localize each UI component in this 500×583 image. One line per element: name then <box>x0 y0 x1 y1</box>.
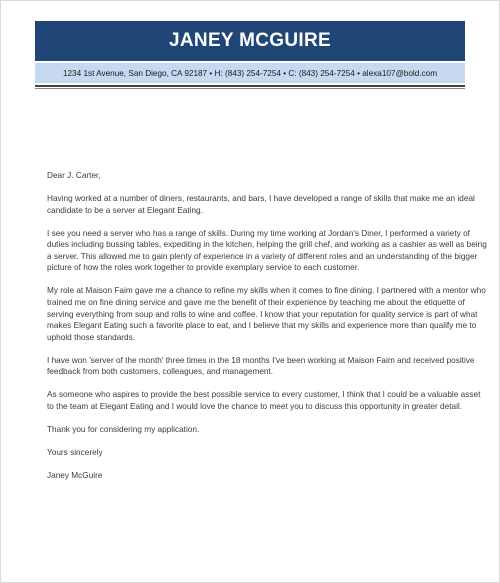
paragraph-intro: Having worked at a number of diners, restaurants, and bars, I have developed a range of skills that make me an ideal candidate to be a server at Elegant Eating. <box>47 193 475 215</box>
paragraph-award: I have won 'server of the month' three times in the 18 months I've been working at Maison Faim and received positive feedback from both customers, colleagues, and management. <box>47 355 475 377</box>
letter-body <box>47 170 487 493</box>
name-banner <box>35 21 465 61</box>
paragraph-conclusion: As someone who aspires to provide the best possible service to every customer, I think that I could be a valuable asset to the team at Elegant Eating and I would love the chance to meet you to discuss this opportunity in greater detail. <box>47 390 481 411</box>
signature: Janey McGuire <box>47 470 103 480</box>
contact-bar <box>35 63 465 83</box>
header-divider-thick <box>35 85 465 87</box>
applicant-name: JANEY MCGUIRE <box>169 30 331 51</box>
paragraph-experience: I see you need a server who has a range of skills. During my time working at Jordan's Diner, I performed a variety of duties including bussing tables, expediting in the kitchen, helping the grill chef, and working as a cashier as well as being a server. This allowed me to gain plenty of experience in a variety of different roles and an understanding of the bigger picture of how the roles work together to provide exemplary service to each customer. <box>47 228 487 273</box>
salutation: Dear J. Carter, <box>47 171 101 180</box>
paragraph-fine-dining: My role at Maison Faim gave me a chance to refine my skills when it comes to fine dining. I partnered with a mentor who trained me on fine dining service and gave me the benefit of their experience by teaching me about the etiquette of serving everything from soup and rolls to wine and coffee. I know that your reputation for quality service is part of what makes Elegant Eating such a favorite place to eat, and I believe that my skills and experience more than qualify me to uphold those standards. <box>47 286 486 342</box>
contact-info: 1234 1st Avenue, San Diego, CA 92187 • H: (843) 254-7254 • C: (843) 254-7254 • alexa107@bold.com <box>62 68 438 78</box>
paragraph-thanks: Thank you for considering my application. <box>47 424 200 434</box>
header-divider-thin <box>35 88 465 89</box>
closing: Yours sincerely <box>47 447 103 457</box>
